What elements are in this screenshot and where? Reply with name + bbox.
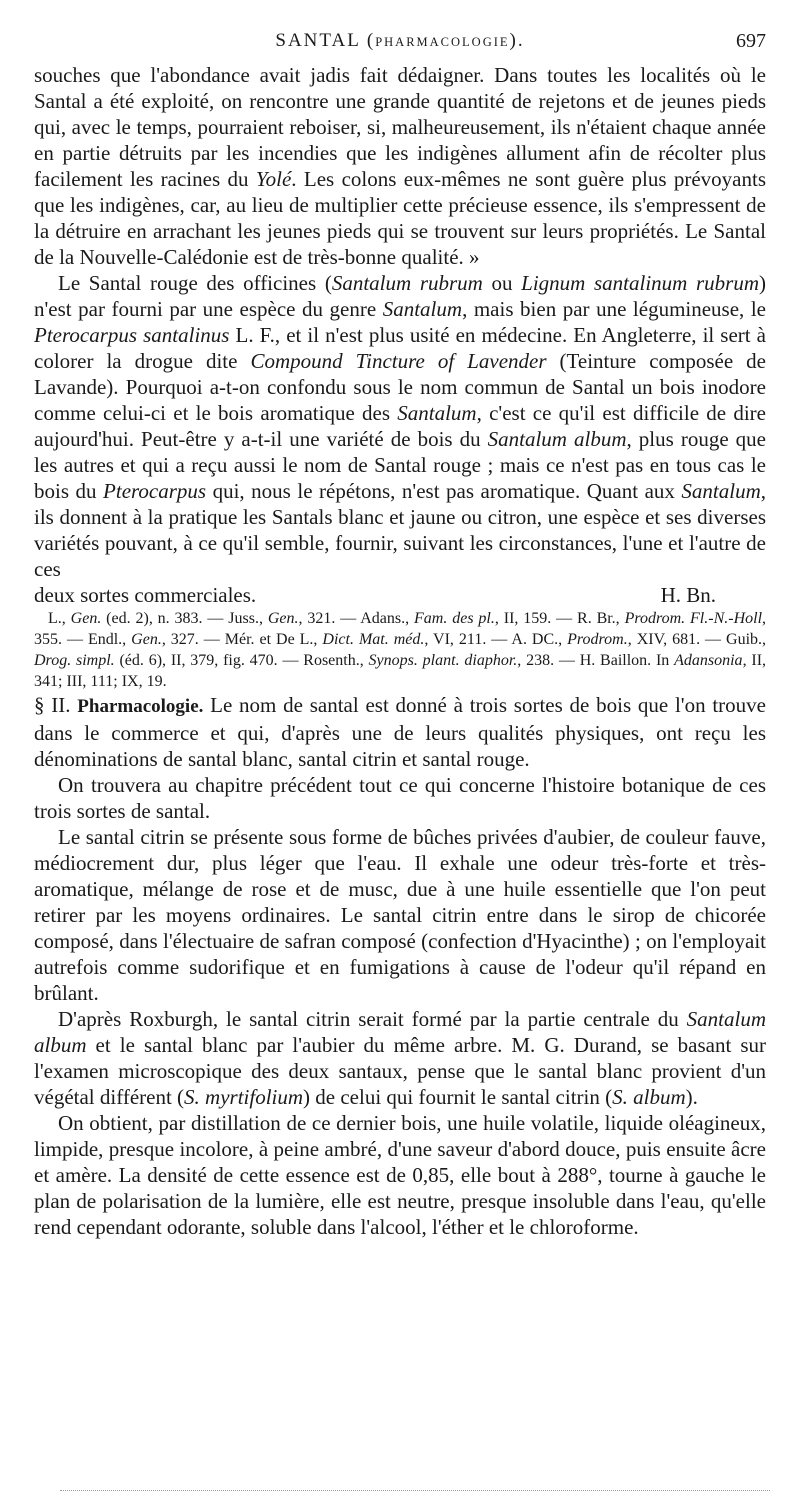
- italic-term: Compound Tincture of Lavender: [250, 349, 547, 373]
- text-run: ) n'est par fourni par une espèce du genre: [34, 271, 767, 321]
- text-run: L.,: [48, 610, 71, 627]
- section-pharmacologie: [34, 692, 766, 772]
- text-run: , II, 341; III, 111; IX, 19.: [34, 652, 767, 690]
- running-header: [34, 30, 766, 60]
- text-run: ou: [482, 271, 522, 295]
- title-end: ).: [509, 30, 525, 51]
- text-run: . Les colons eux-mêmes ne sont guère plus prévoyants que les indigènes, car, au lieu de multiplier cette précieuse essence, ils s'empressent de la détruire en arrachant les jeunes pieds qui se trouvent sur leurs propriétés. Le Santal de la Nouvelle-Calédonie est de très-bonne qualité. »: [34, 167, 766, 269]
- text-run: , XIV, 681. — Guib.,: [627, 631, 767, 648]
- italic-term: Santalum album: [34, 1007, 766, 1057]
- paragraph-7: On obtient, par distillation de ce dernier bois, une huile volatile, liquide oléagineux, limpide, presque incolore, à peine ambré, d'une saveur d'abord douce, puis ensuite âcre et amère. La densité de cette essence est de 0,85, elle bout à 288°, tourne à gauche le plan de polarisation de la lumière, elle est neutre, presque insoluble dans l'eau, qu'elle rend cependant odorante, soluble dans l'alcool, l'éther et le chloroforme.: [34, 1111, 766, 1239]
- text-run: souches que l'abondance avait jadis fait dédaigner. Dans toutes les localités où le Santal a été exploité, on rencontre une grande quantité de rejetons et de jeunes pieds qui, avec le temps, pourraient reboiser, si, malheureusement, ils n'étaient chaque année en partie détruits par les incendies que les indigènes allument afin de récolter plus facilement les racines du: [34, 63, 766, 191]
- paragraph-2: [34, 270, 766, 582]
- text-run: , plus rouge que les autres et qui a reçu aussi le nom de Santal rouge ; mais ce n'est pas en tous cas le bois du: [34, 427, 766, 503]
- section-mark: § II.: [34, 693, 71, 717]
- text-run: (ed. 2), n. 383. — Juss.,: [101, 610, 268, 627]
- page-number: 697: [736, 30, 766, 52]
- italic-term: Pterocarpus santalinus: [34, 323, 230, 347]
- italic-term: Lignum santalinum rubrum: [521, 271, 760, 295]
- paragraph-1: [34, 62, 766, 270]
- italic-term: Santalum: [681, 479, 761, 503]
- text-run: ).: [685, 1085, 698, 1109]
- italic-title: Drog. simpl.: [34, 652, 115, 669]
- author-signature: H. Bn.: [660, 583, 716, 607]
- text-run: , 355. — Endl.,: [34, 610, 767, 648]
- text-run: deux sortes commerciales.: [34, 583, 257, 607]
- text-run: , ils donnent à la pratique les Santals blanc et jaune ou citron, une espèce et ses diverses variétés pouvant, à ce qu'il semble, fournir, suivant les circonstances, l'une et l'autre de ces: [34, 479, 766, 581]
- text-run: , VI, 211. — A. DC.,: [424, 631, 568, 648]
- text-run: (Teinture composée de Lavande). Pourquoi a-t-on confondu sous le nom commun de Santal un bois inodore comme celui-ci et le bois aromatique des: [34, 349, 767, 425]
- paragraph-6: [34, 1006, 766, 1110]
- italic-title: Synops. plant. diaphor.: [368, 652, 518, 669]
- italic-title: Gen.: [70, 610, 102, 627]
- text-run: , II, 159. — R. Br.,: [494, 610, 625, 627]
- italic-title: Dict. Mat. méd.: [322, 631, 425, 648]
- page-body: [34, 62, 766, 1240]
- text-run: , mais bien par une légumineuse, le: [462, 297, 766, 321]
- paragraph-4: On trouvera au chapitre précédent tout ce qui concerne l'histoire botanique de ces trois sortes de santal.: [34, 773, 766, 823]
- title-main: SANTAL (: [275, 30, 376, 51]
- bleed-through-line: [60, 1490, 770, 1491]
- italic-term: Santalum album: [487, 427, 627, 451]
- title-subject: PHARMACOLOGIE: [375, 35, 510, 49]
- text-run: qui, nous le répétons, n'est pas aromatique. Quant aux: [206, 479, 682, 503]
- italic-term: Yolé: [255, 167, 292, 191]
- italic-term: Santalum: [382, 297, 463, 321]
- italic-title: Gen.: [131, 631, 162, 648]
- text-run: , 327. — Mér. et De L.,: [161, 631, 323, 648]
- italic-title: Prodrom.: [567, 631, 628, 648]
- italic-term: S. myrtifolium: [184, 1085, 304, 1109]
- running-title: [34, 30, 766, 52]
- italic-term: S. album: [612, 1085, 686, 1109]
- paragraph-5: Le santal citrin se présente sous forme de bûches privées d'aubier, de couleur fauve, médiocrement dur, plus léger que l'eau. Il exhale une odeur très-forte et très-aromatique, mélange de rose et de musc, due à une huile essentielle que l'on peut retirer par les moyens ordinaires. Le santal citrin entre dans le sirop de chicorée composé, dans l'électuaire de safran composé (confection d'Hyacinthe) ; on l'employait autrefois comme sudorifique et en fumigations à cause de l'odeur qu'il répand en brûlant.: [34, 825, 766, 1005]
- bibliography: [34, 608, 766, 692]
- text-run: , 321. — Adans.,: [298, 610, 415, 627]
- text-run: , c'est ce qu'il est difficile de dire aujourd'hui. Peut-être y a-t-il une variété de bois du: [34, 401, 766, 451]
- section-heading: Pharmacologie.: [77, 696, 204, 717]
- text-run: et le santal blanc par l'aubier du même arbre. M. G. Durand, se basant sur l'examen microscopique des deux santaux, pense que le santal blanc provient d'un végétal différent (: [34, 1033, 766, 1109]
- text-run: , 238. — H. Baillon. In: [517, 652, 675, 669]
- text-run: (éd. 6), II, 379, fig. 470. — Rosenth.,: [114, 652, 369, 669]
- italic-term: Pterocarpus: [103, 479, 207, 503]
- paragraph-2-end: [34, 582, 766, 608]
- italic-title: Gen.: [267, 610, 299, 627]
- text-run: L. F., et il n'est plus usité en médecine. En Angleterre, il sert à colorer la drogue dite: [34, 323, 766, 373]
- text-run: D'après Roxburgh, le santal citrin serait formé par la partie centrale du: [58, 1007, 687, 1031]
- text-run: Le Santal rouge des officines (: [58, 271, 332, 295]
- italic-title: Adansonia: [674, 652, 743, 669]
- italic-title: Prodrom. Fl.-N.-Holl: [624, 610, 763, 627]
- text-run: Le nom de santal est donné à trois sortes de bois que l'on trouve dans le commerce et qui, d'après une de leurs qualités physiques, ont reçu les dénominations de santal blanc, santal citrin et santal rouge.: [34, 693, 766, 771]
- italic-term: Santalum: [397, 401, 477, 425]
- italic-title: Fam. des pl.: [414, 610, 495, 627]
- text-run: ) de celui qui fournit le santal citrin (: [303, 1085, 613, 1109]
- italic-term: Santalum rubrum: [331, 271, 483, 295]
